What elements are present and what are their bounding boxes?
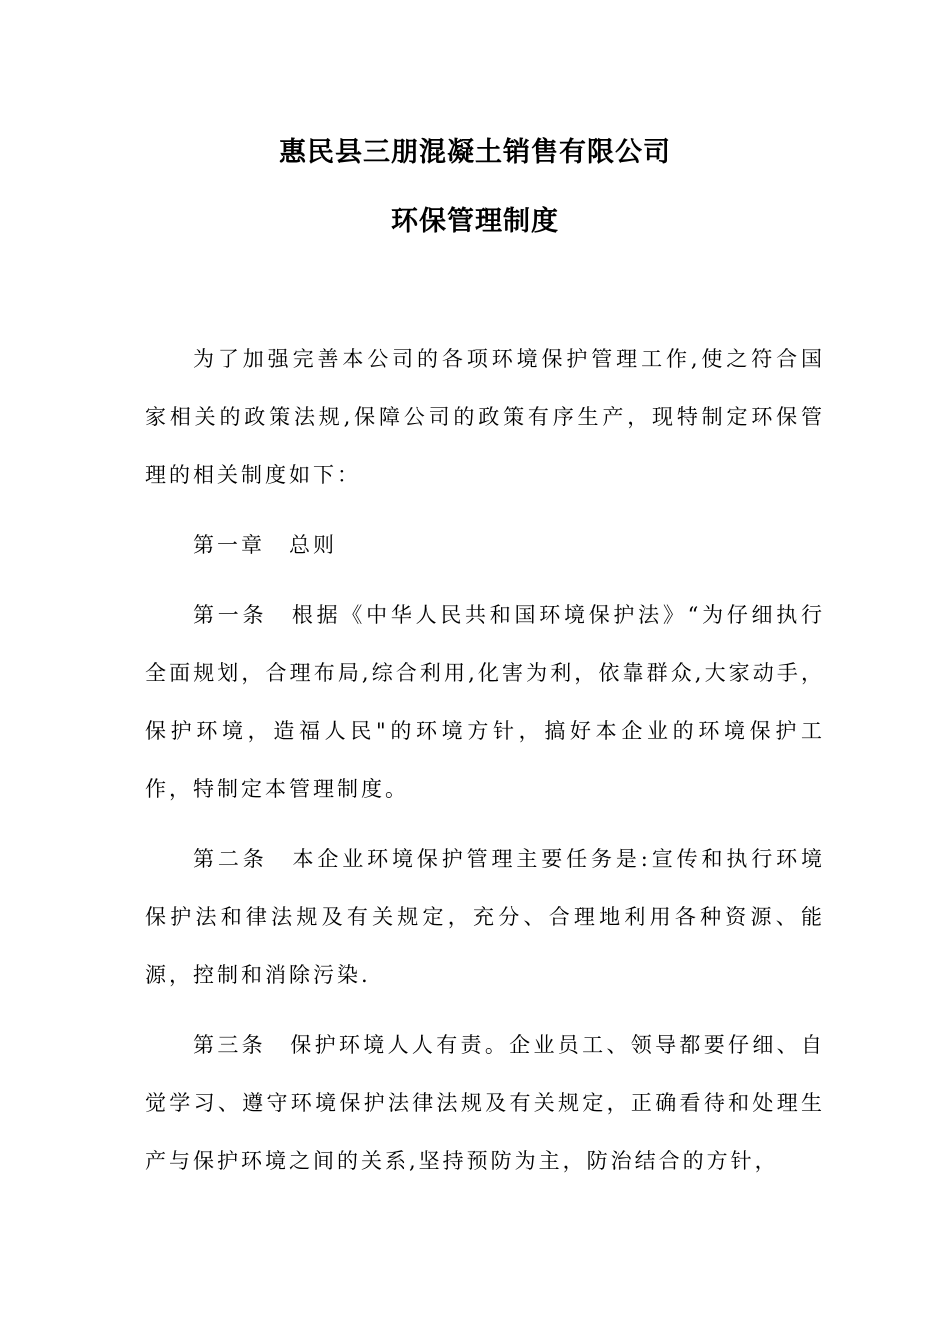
chapter-heading	[145, 516, 825, 574]
article-label: 第一条	[193, 603, 268, 627]
document-title: 惠民县三朋混凝土销售有限公司	[279, 137, 671, 168]
article-label: 第二条	[193, 847, 268, 871]
article-paragraph	[145, 1016, 825, 1190]
article-text: 保护环境人人有责。企业员工、领导都要仔细、自觉学习、遵守环境保护法律法规及有关规定，正确看待和处理生产与保护环境之间的关系,坚持预防为主，防治结合的方针，	[145, 1033, 826, 1173]
article-text: 本企业环境保护管理主要任务是:宣传和执行环境保护法和律法规及有关规定，充分、合理地利用各种资源、能源，控制和消除污染.	[145, 847, 826, 987]
document-body	[145, 330, 825, 1202]
article-text: 根据《中华人民共和国环境保护法》“为仔细执行全面规划，合理布局,综合利用,化害为利，依靠群众,大家动手，保护环境，造福人民"的环境方针，搞好本企业的环境保护工作，特制定本管理制度。	[145, 603, 826, 801]
chapter-title: 总则	[289, 533, 337, 557]
article-paragraph	[145, 830, 825, 1004]
chapter-label: 第一章	[193, 533, 265, 557]
intro-paragraph: 为了加强完善本公司的各项环境保护管理工作,使之符合国家相关的政策法规,保障公司的政策有序生产，现特制定环保管理的相关制度如下：	[145, 347, 825, 487]
article-paragraph	[145, 586, 825, 818]
article-label: 第三条	[193, 1033, 266, 1057]
document-subtitle: 环保管理制度	[391, 206, 559, 237]
